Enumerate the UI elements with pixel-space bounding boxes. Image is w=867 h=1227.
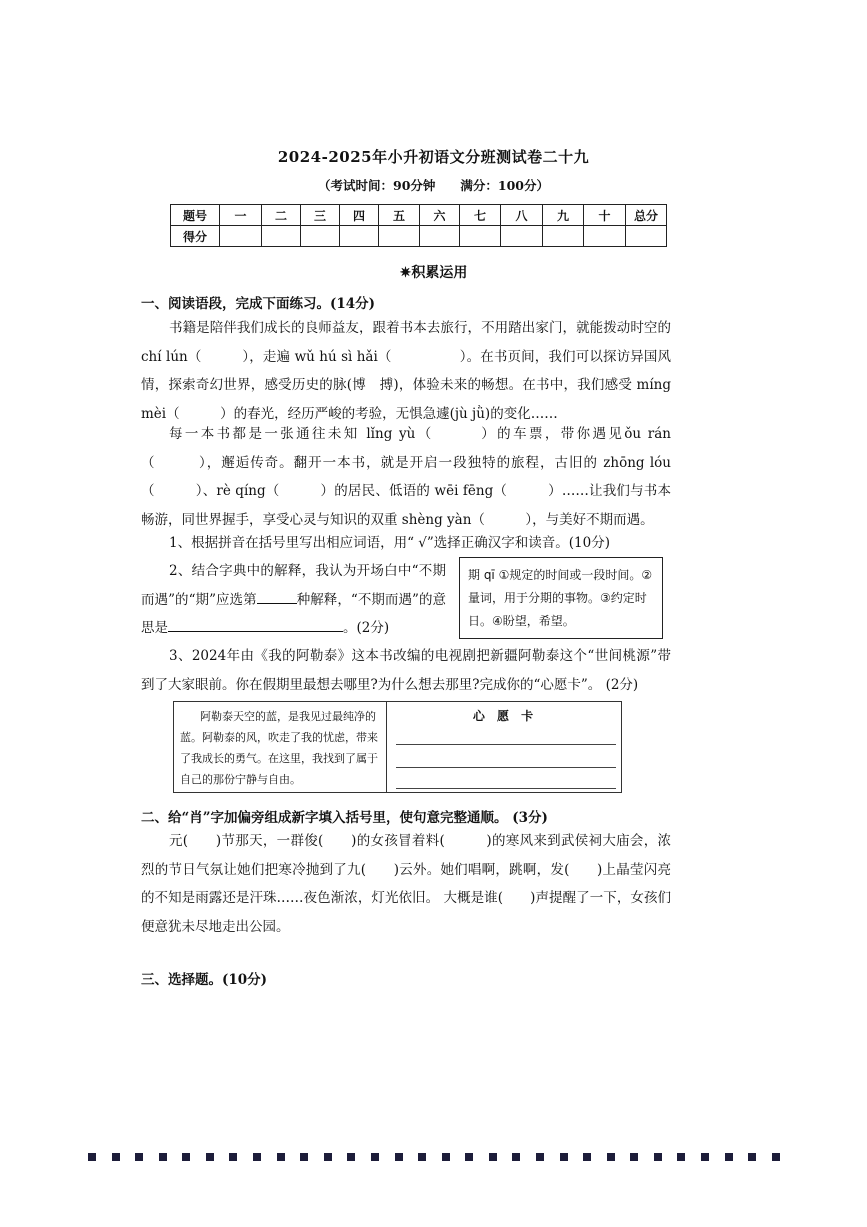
score-table-header-cell: 一 <box>220 205 262 226</box>
dictionary-box: 期 qī ①规定的时间或一段时间。②量词，用于分期的事物。③约定时日。④盼望，希望。 <box>459 557 663 639</box>
footer-square <box>300 1153 308 1161</box>
wish-card-example: 阿勒泰天空的蓝，是我见过最纯净的蓝。阿勒泰的风，吹走了我的忧虑，带来了我成长的勇气。在这里，我找到了属于自己的那份宁静与自由。 <box>174 702 387 792</box>
score-cell[interactable] <box>220 226 262 247</box>
footer-square <box>489 1153 497 1161</box>
score-cell[interactable] <box>543 226 584 247</box>
footer-square <box>277 1153 285 1161</box>
score-table-header-cell: 十 <box>584 205 626 226</box>
score-table-header-cell: 三 <box>301 205 340 226</box>
score-cell[interactable] <box>301 226 340 247</box>
footer-square <box>465 1153 473 1161</box>
score-table-header-cell: 总分 <box>626 205 667 226</box>
score-cell[interactable] <box>501 226 543 247</box>
q1-paragraph-1: 书籍是陪伴我们成长的良师益友，跟着书本去旅行，不用踏出家门，就能拨动时空的 chí lún（ ），走遍 wǔ hú sì hǎi（ ）。在书页间，我们可以探访异国风情，探索奇幻世界，感受历史的脉(博 搏)，体验未来的畅想。在书中，我们感受 míng mèi（ ）的春光，经历严峻的考验，无惧急遽(jù jǜ)的变化…… <box>141 320 671 422</box>
q1-sub2-text-c: 。(2分) <box>343 620 390 636</box>
footer-square <box>418 1153 426 1161</box>
footer-square <box>253 1153 261 1161</box>
footer-square <box>324 1153 332 1161</box>
exam-subtitle: （考试时间：90分钟 满分：100分） <box>318 178 549 193</box>
q1-heading: 一、阅读语段，完成下面练习。(14分) <box>141 296 376 312</box>
score-cell[interactable] <box>420 226 460 247</box>
wish-card <box>173 701 622 793</box>
q1-paragraph-2: 每一本书都是一张通往未知 lǐng yù（ ）的车票，带你遇见ǒu rán（ ），邂逅传奇。翻开一本书，就是开启一段独特的旅程，古旧的 zhōng lóu（ ）、rè qíng（ ）的居民、低语的 wēi fēng（ ）……让我们与书本畅游，同世界握手，享受心灵与知识的双重 shèng yàn（ ），与美好不期而遇。 <box>141 426 671 528</box>
score-table-header-cell: 七 <box>460 205 501 226</box>
q1-sub3: 3、2024年由《我的阿勒泰》这本书改编的电视剧把新疆阿勒泰这个“世间桃源”带到了大家眼前。你在假期里最想去哪里?为什么想去那里?完成你的“心愿卡”。 (2分) <box>141 648 671 693</box>
footer-square <box>607 1153 615 1161</box>
q2-heading: 二、给“肖”字加偏旁组成新字填入括号里，使句意完整通顺。 (3分) <box>141 810 548 826</box>
score-table-header-cell: 四 <box>340 205 379 226</box>
q3-heading: 三、选择题。(10分) <box>141 972 268 988</box>
answer-blank-option[interactable] <box>257 603 297 604</box>
footer-square <box>560 1153 568 1161</box>
score-cell[interactable] <box>626 226 667 247</box>
footer-square <box>395 1153 403 1161</box>
footer-square <box>725 1153 733 1161</box>
footer-square <box>347 1153 355 1161</box>
score-table-header-cell: 六 <box>420 205 460 226</box>
footer-square <box>536 1153 544 1161</box>
score-cell[interactable] <box>340 226 379 247</box>
q1-sub2-text-a: 2、结合字典中的解释，我认为开场白中“不期而遇”的“期”应选第 <box>141 563 446 608</box>
score-table <box>170 204 667 247</box>
q1-sub1: 1、根据拼音在括号里写出相应词语，用“ √”选择正确汉字和读音。(10分) <box>169 535 610 551</box>
score-table-header-cell: 题号 <box>171 205 220 226</box>
footer-square <box>442 1153 450 1161</box>
answer-blank-meaning[interactable] <box>168 631 343 632</box>
footer-square <box>229 1153 237 1161</box>
score-table-header-cell: 二 <box>262 205 301 226</box>
footer-square <box>654 1153 662 1161</box>
score-cell[interactable] <box>379 226 420 247</box>
footer-square <box>112 1153 120 1161</box>
footer-square <box>206 1153 214 1161</box>
footer-square <box>748 1153 756 1161</box>
section-title: ✷积累运用 <box>399 265 468 281</box>
score-table-header-cell: 九 <box>543 205 584 226</box>
score-table-header-row <box>171 205 667 226</box>
score-table-row-label: 得分 <box>171 226 220 247</box>
wish-card-title: 心 愿 卡 <box>472 709 538 723</box>
exam-title: 2024-2025年小升初语文分班测试卷二十九 <box>277 148 590 166</box>
wish-card-line-1[interactable] <box>396 744 616 745</box>
footer-square <box>677 1153 685 1161</box>
score-table-header-cell: 八 <box>501 205 543 226</box>
score-cell[interactable] <box>584 226 626 247</box>
wish-card-line-3[interactable] <box>396 788 616 789</box>
footer-square <box>583 1153 591 1161</box>
footer-square <box>135 1153 143 1161</box>
q1-sub2-text-b: 种解释，“不期而遇”的意思是 <box>141 591 446 636</box>
score-cell[interactable] <box>460 226 501 247</box>
wish-card-line-2[interactable] <box>396 767 616 768</box>
score-cell[interactable] <box>262 226 301 247</box>
score-table-header-cell: 五 <box>379 205 420 226</box>
footer-dotted-border <box>88 1153 780 1163</box>
footer-square <box>371 1153 379 1161</box>
footer-square <box>512 1153 520 1161</box>
footer-square <box>88 1153 96 1161</box>
footer-square <box>159 1153 167 1161</box>
footer-square <box>772 1153 780 1161</box>
score-table-score-row <box>171 226 667 247</box>
footer-square <box>701 1153 709 1161</box>
footer-square <box>630 1153 638 1161</box>
footer-square <box>182 1153 190 1161</box>
q2-text: 元( )节那天，一群俊( )的女孩冒着料( )的寒风来到武侯祠大庙会，浓烈的节日气氛让她们把寒冷抛到了九( )云外。她们唱啊，跳啊，发( )上晶莹闪亮的不知是雨露还是汗珠……夜色渐浓，灯光依旧。 大概是谁( )声提醒了一下，女孩们便意犹未尽地走出公园。 <box>141 833 671 935</box>
q1-sub2 <box>141 557 446 643</box>
